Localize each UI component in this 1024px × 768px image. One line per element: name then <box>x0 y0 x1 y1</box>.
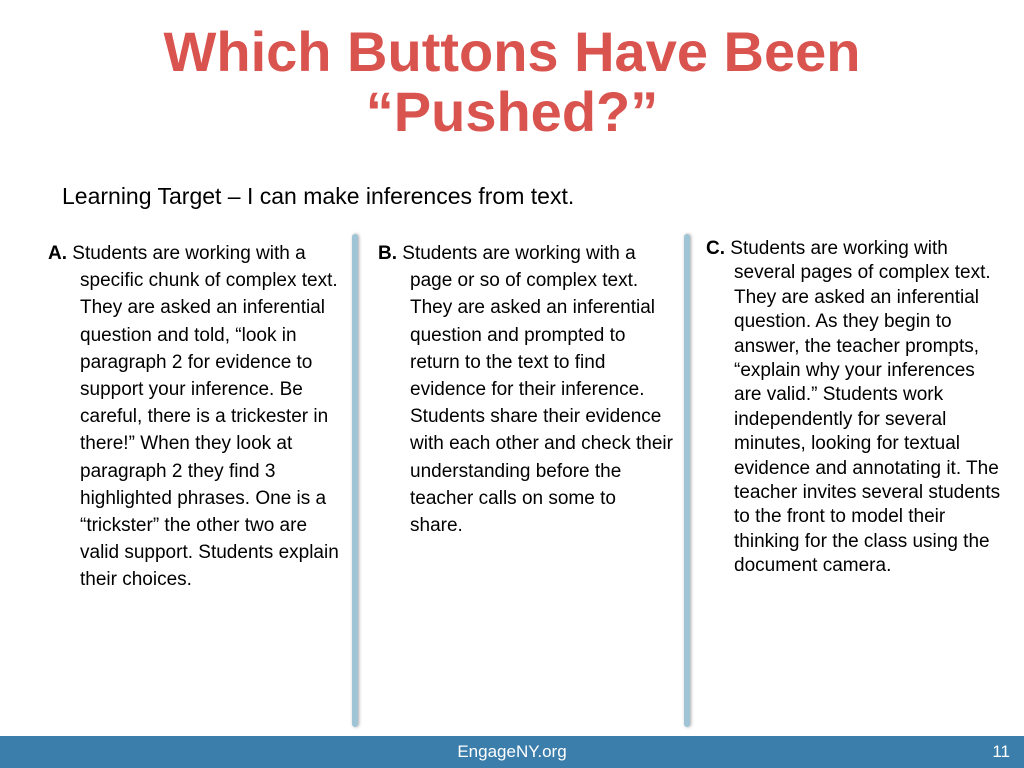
slide-title <box>0 22 1024 142</box>
column-c <box>706 237 1006 579</box>
column-c-text: Students are working with several pages of complex text. They are asked an inferential question. As they begin to answer, the teacher prompts, “explain why your inferences are valid.” Students work independently for several minutes, looking for textual evidence and annotating it. The teacher invites several students to the front to model their thinking for the class using the document camera. <box>730 238 1001 577</box>
column-a-paragraph <box>48 240 344 594</box>
column-a-label: A. <box>48 243 67 264</box>
slide-number: 11 <box>992 742 1010 761</box>
slide-title-line-1: Which Buttons Have Been <box>163 20 861 83</box>
column-a-text: Students are working with a specific chunk of complex text. They are asked an inferential question and told, “look in paragraph 2 for evidence to support your inference. Be careful, there is a trickester in there!” When they look at paragraph 2 they find 3 highlighted phrases. One is a “trickster” the other two are valid support. Students explain their choices. <box>72 243 339 591</box>
slide-title-line-2: “Pushed?” <box>365 80 659 143</box>
footer-site-name: EngageNY.org <box>457 742 567 761</box>
column-a <box>48 240 344 594</box>
column-divider-2 <box>684 234 690 727</box>
column-b-paragraph <box>378 240 674 539</box>
column-c-label: C. <box>706 238 725 259</box>
column-c-paragraph <box>706 237 1006 579</box>
column-b-label: B. <box>378 243 397 264</box>
learning-target-subtitle: Learning Target – I can make inferences from text. <box>62 183 575 209</box>
column-b-text: Students are working with a page or so of complex text. They are asked an inferential question and prompted to return to the text to find evidence for their inference. Students share their evidence with each other and check their understanding before the teacher calls on some to share. <box>402 243 673 537</box>
column-b <box>378 240 674 539</box>
column-divider-1 <box>352 234 358 727</box>
footer-bar <box>0 736 1024 768</box>
